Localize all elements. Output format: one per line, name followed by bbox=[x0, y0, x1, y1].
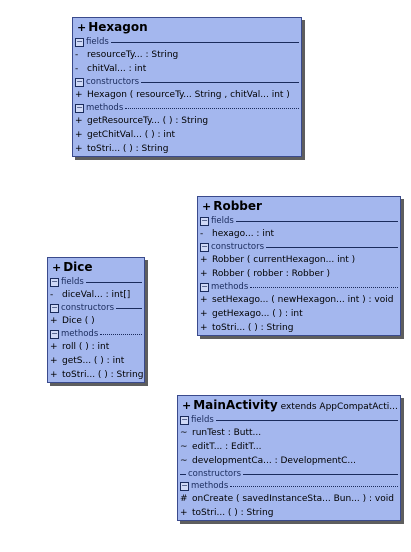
class-visibility: + bbox=[202, 200, 212, 213]
class-title bbox=[48, 258, 144, 276]
method-row[interactable] bbox=[73, 142, 301, 156]
visibility-marker: - bbox=[75, 64, 79, 74]
visibility-marker: - bbox=[200, 229, 204, 239]
field-text: editT... : EditT... bbox=[192, 442, 262, 452]
section-divider bbox=[100, 334, 142, 335]
class-mainactivity[interactable] bbox=[177, 395, 401, 521]
visibility-marker: + bbox=[200, 323, 208, 333]
section-divider bbox=[236, 221, 398, 222]
method-row[interactable] bbox=[73, 114, 301, 128]
visibility-marker: + bbox=[75, 90, 83, 100]
section-divider bbox=[250, 287, 398, 288]
collapse-toggle-icon[interactable]: − bbox=[51, 302, 58, 312]
section-methods[interactable] bbox=[48, 328, 144, 340]
collapse-toggle-icon[interactable]: − bbox=[201, 215, 208, 225]
section-constructors[interactable] bbox=[178, 468, 400, 480]
class-title bbox=[178, 396, 400, 414]
section-divider bbox=[86, 282, 142, 283]
method-row[interactable] bbox=[178, 506, 400, 520]
section-label: methods bbox=[191, 481, 229, 491]
constructor-text: Robber ( robber : Robber ) bbox=[212, 269, 331, 279]
field-text: hexago... : int bbox=[212, 229, 275, 239]
section-constructors[interactable] bbox=[73, 76, 301, 88]
section-label: methods bbox=[211, 282, 249, 292]
method-row[interactable] bbox=[198, 293, 400, 307]
visibility-marker: + bbox=[75, 144, 83, 154]
class-name: MainActivity bbox=[193, 398, 278, 412]
collapse-toggle-icon[interactable]: − bbox=[181, 414, 188, 424]
field-row[interactable] bbox=[73, 48, 301, 62]
section-methods[interactable] bbox=[198, 281, 400, 293]
section-divider bbox=[116, 308, 142, 309]
visibility-marker: + bbox=[50, 342, 58, 352]
section-label: fields bbox=[191, 415, 214, 425]
visibility-marker: # bbox=[180, 494, 188, 504]
visibility-marker: + bbox=[50, 370, 58, 380]
field-text: chitVal... : int bbox=[87, 64, 147, 74]
field-row[interactable] bbox=[198, 227, 400, 241]
constructor-text: Dice ( ) bbox=[62, 316, 95, 326]
method-text: getResourceTy... ( ) : String bbox=[87, 116, 209, 126]
method-row[interactable] bbox=[198, 307, 400, 321]
visibility-marker: ~ bbox=[180, 428, 188, 438]
section-label: methods bbox=[86, 103, 124, 113]
section-fields[interactable] bbox=[48, 276, 144, 288]
section-divider bbox=[141, 82, 299, 83]
field-row[interactable] bbox=[178, 440, 400, 454]
section-divider bbox=[216, 420, 398, 421]
section-divider bbox=[180, 474, 186, 475]
class-visibility: + bbox=[77, 21, 87, 34]
collapse-toggle-icon[interactable]: − bbox=[51, 328, 58, 338]
field-row[interactable] bbox=[178, 454, 400, 468]
method-row[interactable] bbox=[178, 492, 400, 506]
method-text: toStri... ( ) : String bbox=[192, 508, 274, 518]
section-label: constructors bbox=[61, 303, 115, 313]
class-title bbox=[198, 197, 400, 215]
method-text: onCreate ( savedInstanceSta... Bun... ) : void bbox=[192, 494, 394, 504]
section-methods[interactable] bbox=[178, 480, 400, 492]
method-text: getHexago... ( ) : int bbox=[212, 309, 303, 319]
section-label: fields bbox=[86, 37, 109, 47]
visibility-marker: - bbox=[50, 290, 54, 300]
class-visibility: + bbox=[52, 261, 62, 274]
visibility-marker: + bbox=[75, 130, 83, 140]
visibility-marker: + bbox=[200, 309, 208, 319]
class-name: Dice bbox=[63, 260, 93, 274]
field-text: diceVal... : int[] bbox=[62, 290, 131, 300]
collapse-toggle-icon[interactable]: − bbox=[51, 276, 58, 286]
class-visibility: + bbox=[182, 399, 192, 412]
visibility-marker: + bbox=[50, 316, 58, 326]
section-label: constructors bbox=[188, 469, 242, 479]
section-constructors[interactable] bbox=[198, 241, 400, 253]
section-label: fields bbox=[61, 277, 84, 287]
method-row[interactable] bbox=[48, 340, 144, 354]
constructor-text: Hexagon ( resourceTy... String , chitVal... int ) bbox=[87, 90, 290, 100]
section-label: constructors bbox=[86, 77, 140, 87]
constructor-row[interactable] bbox=[198, 267, 400, 281]
constructor-row[interactable] bbox=[48, 314, 144, 328]
class-dice[interactable] bbox=[47, 257, 145, 383]
section-methods[interactable] bbox=[73, 102, 301, 114]
visibility-marker: + bbox=[200, 255, 208, 265]
method-text: getS... ( ) : int bbox=[62, 356, 125, 366]
section-fields[interactable] bbox=[198, 215, 400, 227]
collapse-toggle-icon[interactable]: − bbox=[201, 281, 208, 291]
field-row[interactable] bbox=[73, 62, 301, 76]
visibility-marker: + bbox=[75, 116, 83, 126]
constructor-row[interactable] bbox=[73, 88, 301, 102]
method-text: roll ( ) : int bbox=[62, 342, 110, 352]
field-row[interactable] bbox=[48, 288, 144, 302]
collapse-toggle-icon[interactable]: − bbox=[76, 102, 83, 112]
method-row[interactable] bbox=[73, 128, 301, 142]
field-text: developmentCa... : DevelopmentC... bbox=[192, 456, 356, 466]
section-divider bbox=[266, 247, 398, 248]
section-label: constructors bbox=[211, 242, 265, 252]
method-text: toStri... ( ) : String bbox=[212, 323, 294, 333]
visibility-marker: + bbox=[180, 508, 188, 518]
collapse-toggle-icon[interactable]: − bbox=[181, 480, 188, 490]
section-label: fields bbox=[211, 216, 234, 226]
field-text: runTest : Butt... bbox=[192, 428, 262, 438]
method-row[interactable] bbox=[48, 354, 144, 368]
constructor-text: Robber ( currentHexagon... int ) bbox=[212, 255, 356, 265]
method-text: getChitVal... ( ) : int bbox=[87, 130, 176, 140]
section-fields[interactable] bbox=[178, 414, 400, 426]
method-text: toStri... ( ) : String bbox=[87, 144, 169, 154]
collapse-toggle-icon[interactable]: − bbox=[76, 36, 83, 46]
collapse-toggle-icon[interactable]: − bbox=[201, 241, 208, 251]
visibility-marker: + bbox=[50, 356, 58, 366]
class-name: Hexagon bbox=[88, 20, 148, 34]
field-text: resourceTy... : String bbox=[87, 50, 179, 60]
method-text: setHexago... ( newHexagon... int ) : void bbox=[212, 295, 394, 305]
field-row[interactable] bbox=[178, 426, 400, 440]
section-divider bbox=[243, 474, 398, 475]
class-title bbox=[73, 18, 301, 36]
class-extends: extends AppCompatActi... bbox=[280, 402, 398, 412]
visibility-marker: ~ bbox=[180, 442, 188, 452]
section-fields[interactable] bbox=[73, 36, 301, 48]
class-name: Robber bbox=[213, 199, 262, 213]
visibility-marker: + bbox=[200, 295, 208, 305]
method-text: toStri... ( ) : String bbox=[62, 370, 144, 380]
visibility-marker: - bbox=[75, 50, 79, 60]
section-label: methods bbox=[61, 329, 99, 339]
visibility-marker: ~ bbox=[180, 456, 188, 466]
visibility-marker: + bbox=[200, 269, 208, 279]
class-hexagon[interactable] bbox=[72, 17, 302, 157]
section-constructors[interactable] bbox=[48, 302, 144, 314]
section-divider bbox=[230, 486, 398, 487]
constructor-row[interactable] bbox=[198, 253, 400, 267]
section-divider bbox=[111, 42, 299, 43]
section-divider bbox=[125, 108, 299, 109]
method-row[interactable] bbox=[48, 368, 144, 382]
collapse-toggle-icon[interactable]: − bbox=[76, 76, 83, 86]
method-row[interactable] bbox=[198, 321, 400, 335]
class-robber[interactable] bbox=[197, 196, 401, 336]
